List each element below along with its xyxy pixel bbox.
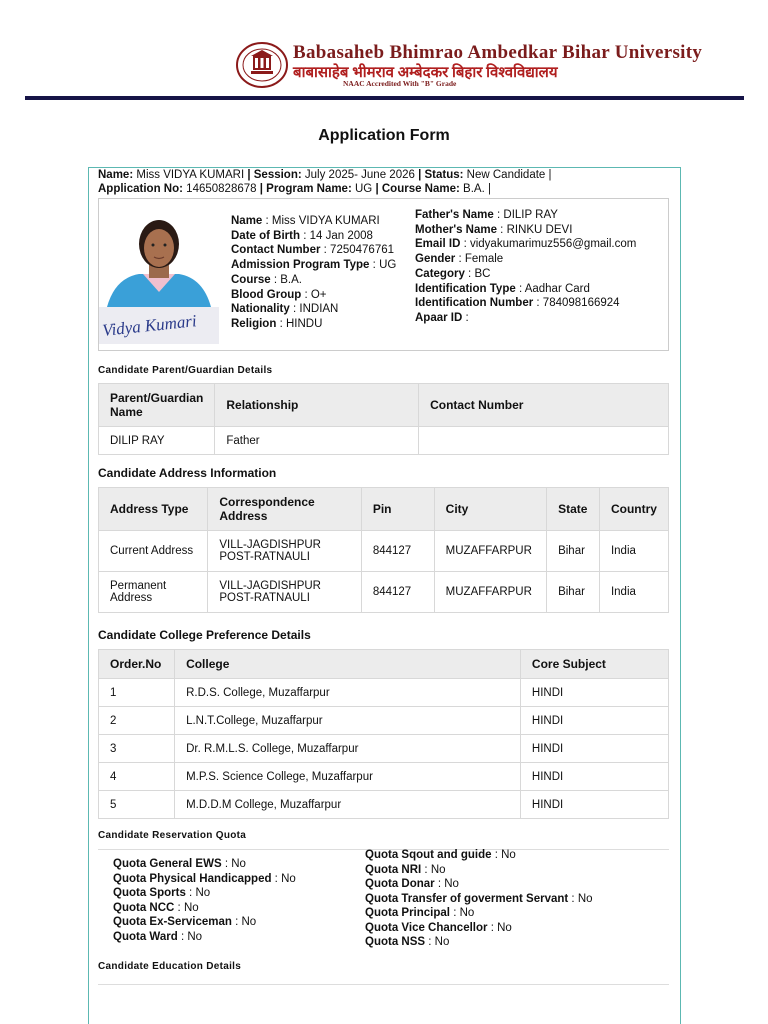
profile-field-label: Mother's Name [415,223,497,236]
college-cell: 5 [99,791,175,819]
summary-program: UG [355,183,373,195]
college-header-row [99,650,669,679]
candidate-photo [99,212,219,344]
profile-field-row: Father's Name : DILIP RAY [415,209,558,221]
profile-field-row: Apaar ID : [415,311,469,324]
summary-name: Miss VIDYA KUMARI [136,169,245,181]
quota-field-row: Quota Physical Handicapped : No [113,872,296,885]
quota-field-label: Quota Vice Chancellor [365,921,488,934]
address-cell: Permanent Address [99,572,208,613]
quota-field-value: No [430,863,446,876]
address-cell: 844127 [361,572,434,613]
address-cell: Bihar [547,572,600,613]
address-table [98,487,669,613]
profile-field-label: Date of Birth [231,229,300,242]
college-body [99,679,669,819]
quota-field-label: Quota NSS [365,936,426,948]
guardian-cell: Father [215,427,419,455]
quota-field-label: Quota Donar [365,878,435,890]
address-section-title: Candidate Address Information [98,466,277,480]
summary-course: B.A. [463,183,485,195]
summary-session-label: | Session: [247,169,302,181]
university-name-hindi: बाबासाहेब भीमराव अम्बेदकर बिहार विश्वविद्यालय [293,65,558,81]
college-cell: Dr. R.M.L.S. College, Muzaffarpur [175,735,521,763]
profile-field-row: Mother's Name : RINKU DEVI [415,223,573,236]
profile-field-value: RINKU DEVI [506,223,573,236]
profile-field-label: Name [231,215,263,227]
quota-field-value: No [444,878,459,890]
college-cell: 3 [99,735,175,763]
profile-field-row: Course : B.A. [231,273,302,286]
quota-field-row: Quota Sports : No [113,887,211,899]
quota-field-label: Quota Physical Handicapped [113,872,272,885]
address-cell: VILL-JAGDISHPUR POST-RATNAULI [208,531,361,572]
college-column-header: Core Subject [520,650,668,679]
guardian-cell: DILIP RAY [99,427,215,455]
college-cell: HINDI [520,791,668,819]
profile-field-label: Identification Number [415,297,534,310]
summary-program-label: | Program Name: [259,183,352,195]
profile-field-label: Admission Program Type [231,259,370,272]
address-cell: VILL-JAGDISHPUR POST-RATNAULI [208,572,361,613]
summary-separator: | [487,183,491,195]
header-divider [25,96,744,100]
quota-field-row: Quota General EWS : No [113,858,246,870]
college-section-title: Candidate College Preference Details [98,628,311,642]
address-column-header: Correspondence Address [208,488,361,531]
guardian-table-row [99,427,669,455]
guardian-column-header: Relationship [215,384,419,427]
university-name: Babasaheb Bhimrao Ambedkar Bihar University [293,42,703,63]
profile-field-value: DILIP RAY [503,209,558,221]
profile-field-value: 784098166924 [542,297,620,310]
quota-field-label: Quota Sports [113,887,186,899]
education-section-title: Candidate Education Details [98,961,242,972]
profile-field-label: Gender [415,253,456,266]
quota-field-label: Quota Principal [365,907,450,919]
guardian-header-row [99,384,669,427]
college-table [98,649,669,819]
guardian-column-header: Parent/Guardian Name [99,384,215,427]
quota-field-row: Quota NSS : No [365,936,450,948]
profile-info-left [231,214,396,332]
profile-field-value: BC [474,267,491,280]
profile-field-value: Female [464,253,504,266]
college-column-header: College [175,650,521,679]
address-table-row [99,572,669,613]
quota-field-value: No [183,901,199,914]
profile-field-label: Contact Number [231,244,321,257]
quota-field-row: Quota Sqout and guide : No [365,849,516,861]
profile-field-value: UG [379,259,397,272]
college-table-row [99,679,669,707]
section-divider [98,984,669,985]
quota-field-label: Quota NRI [365,863,422,876]
quota-field-row: Quota Principal : No [365,907,475,919]
college-cell: M.P.S. Science College, Muzaffarpur [175,763,521,791]
profile-field-row: Nationality : INDIAN [231,303,339,316]
page-header [0,0,768,100]
quota-field-value: No [241,916,257,928]
profile-field-row: Gender : Female [415,253,504,266]
university-seal-logo [236,42,288,88]
quota-field-row: Quota Ex-Serviceman : No [113,916,257,928]
application-summary [98,168,668,196]
profile-field-value: HINDU [285,317,323,330]
profile-field-row: Email ID : vidyakumarimuz556@gmail.com [415,238,637,251]
address-body [99,531,669,613]
summary-separator: | [548,169,552,181]
college-cell: HINDI [520,735,668,763]
summary-status: New Candidate [466,169,546,181]
profile-field-label: Nationality [231,303,290,316]
college-table-row [99,791,669,819]
quota-field-label: Quota Ex-Serviceman [113,916,232,928]
summary-status-label: | Status: [418,169,464,181]
address-cell: MUZAFFARPUR [434,531,546,572]
address-table-row [99,531,669,572]
address-cell: India [599,531,668,572]
quota-field-label: Quota NCC [113,901,175,914]
college-table-row [99,707,669,735]
quota-field-value: No [434,936,450,948]
summary-course-label: | Course Name: [375,183,460,195]
profile-field-value: 7250476761 [330,244,395,257]
profile-field-value: O+ [310,288,327,301]
quota-field-row: Quota Donar : No [365,878,459,890]
quota-list-left [113,857,296,944]
address-column-header: Pin [361,488,434,531]
college-cell: 1 [99,679,175,707]
college-cell: 2 [99,707,175,735]
profile-field-label: Religion [231,317,277,330]
address-column-header: Country [599,488,668,531]
college-cell: HINDI [520,763,668,791]
profile-field-row: Admission Program Type : UG [231,259,397,272]
college-table-row [99,763,669,791]
profile-field-value: INDIAN [299,303,339,316]
profile-field-value: 14 Jan 2008 [309,229,373,242]
summary-app-no: 14650828678 [186,183,257,195]
guardian-body [99,427,669,455]
address-cell: Current Address [99,531,208,572]
profile-field-label: Identification Type [415,282,516,295]
quota-field-value: No [187,930,203,943]
profile-field-label: Category [415,267,465,280]
college-table-row [99,735,669,763]
profile-field-label: Course [231,273,271,286]
quota-field-label: Quota General EWS [113,858,222,870]
quota-field-row: Quota NCC : No [113,901,199,914]
profile-field-row: Name : Miss VIDYA KUMARI [231,215,380,227]
address-cell: Bihar [547,531,600,572]
profile-field-row: Religion : HINDU [231,317,323,330]
college-cell: M.D.D.M College, Muzaffarpur [175,791,521,819]
quota-field-value: No [281,872,296,885]
profile-field-value: vidyakumarimuz556@gmail.com [469,238,637,251]
summary-session: July 2025- June 2026 [304,169,415,181]
address-cell: India [599,572,668,613]
quota-field-value: No [577,892,593,905]
profile-field-row: Identification Number : 784098166924 [415,297,620,310]
profile-field-row: Category : BC [415,267,491,280]
quota-field-row: Quota Transfer of goverment Servant : No [365,892,593,905]
accreditation-text: NAAC Accredited With "B" Grade [343,79,457,88]
profile-field-row: Contact Number : 7250476761 [231,244,395,257]
address-column-header: State [547,488,600,531]
profile-field-row: Blood Group : O+ [231,288,327,301]
address-cell: MUZAFFARPUR [434,572,546,613]
college-cell: HINDI [520,707,668,735]
quota-field-label: Quota Ward [113,930,178,943]
college-cell: HINDI [520,679,668,707]
reservation-section-title: Candidate Reservation Quota [98,830,247,841]
profile-field-label: Blood Group [231,288,302,301]
profile-info-right [415,208,636,326]
profile-field-value: Aadhar Card [524,282,590,295]
profile-field-label: Email ID [415,238,461,251]
quota-field-row: Quota Vice Chancellor : No [365,921,512,934]
profile-field-value: B.A. [280,273,302,286]
quota-field-label: Quota Sqout and guide [365,849,492,861]
college-cell: 4 [99,763,175,791]
college-cell: R.D.S. College, Muzaffarpur [175,679,521,707]
address-cell: 844127 [361,531,434,572]
signature: Vidya Kumari [101,311,198,340]
quota-field-value: No [497,921,512,934]
quota-field-row: Quota NRI : No [365,863,446,876]
address-column-header: City [434,488,546,531]
guardian-table [98,383,669,455]
page-title: Application Form [318,127,450,144]
profile-field-label: Father's Name [415,209,494,221]
quota-list-right [365,848,593,950]
summary-name-label: Name: [98,169,134,181]
quota-field-label: Quota Transfer of goverment Servant [365,892,569,905]
profile-field-row: Date of Birth : 14 Jan 2008 [231,229,373,242]
guardian-section-title: Candidate Parent/Guardian Details [98,365,273,376]
guardian-column-header: Contact Number [419,384,669,427]
address-column-header: Address Type [99,488,208,531]
college-column-header: Order.No [99,650,175,679]
quota-field-row: Quota Ward : No [113,930,203,943]
quota-field-value: No [195,887,211,899]
guardian-cell [419,427,669,455]
address-header-row [99,488,669,531]
quota-field-value: No [231,858,246,870]
profile-field-value: Miss VIDYA KUMARI [271,215,380,227]
college-cell: L.N.T.College, Muzaffarpur [175,707,521,735]
summary-app-no-label: Application No: [98,183,183,195]
profile-field-row: Identification Type : Aadhar Card [415,282,590,295]
quota-field-value: No [501,849,516,861]
profile-field-label: Apaar ID [415,311,463,324]
quota-field-value: No [459,907,475,919]
